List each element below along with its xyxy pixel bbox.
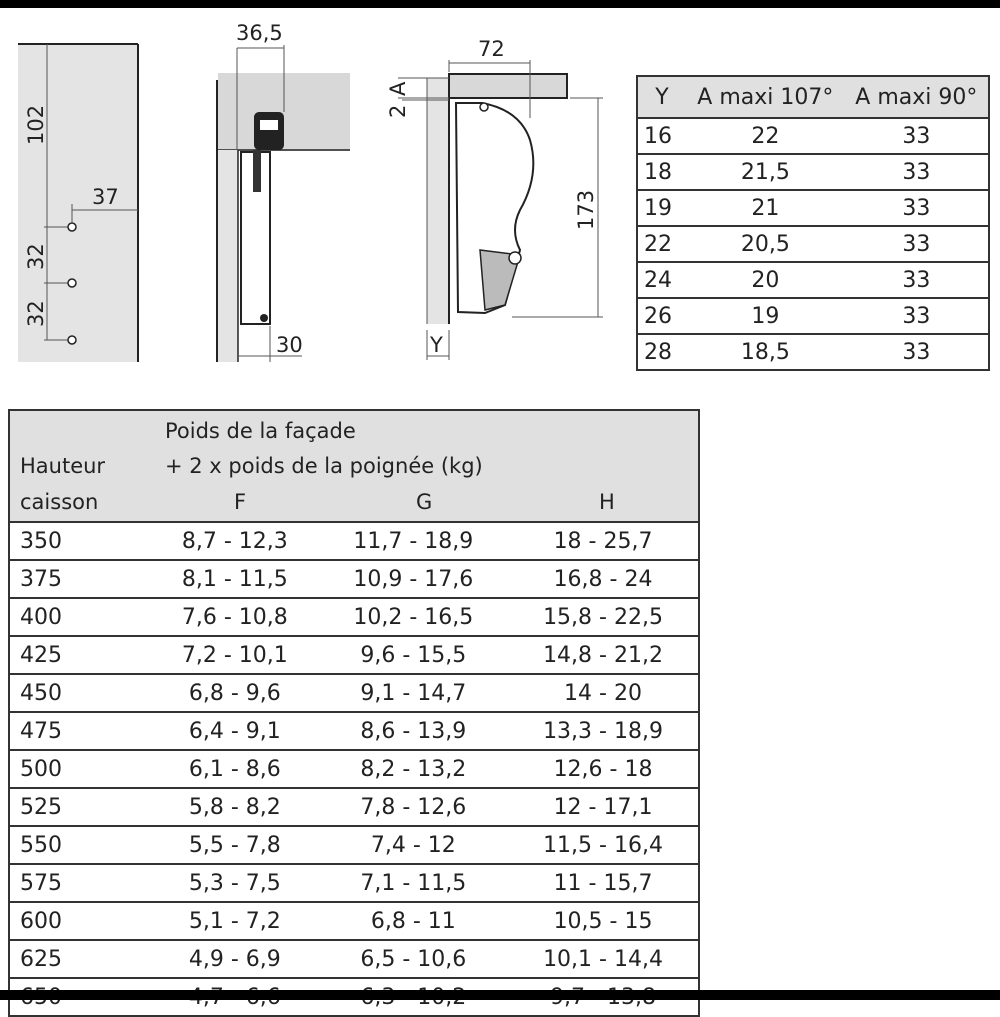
- dim-102: 102: [24, 104, 48, 145]
- cell-height: 525: [9, 788, 151, 826]
- dim-72: 72: [478, 37, 505, 61]
- cell-a90: 33: [845, 118, 989, 154]
- cell-h: 12,6 - 18: [508, 750, 699, 788]
- cell-h: 12 - 17,1: [508, 788, 699, 826]
- cell-f: 8,7 - 12,3: [151, 522, 319, 560]
- cell-h: 13,3 - 18,9: [508, 712, 699, 750]
- cell-y: 28: [637, 334, 686, 370]
- cell-g: 8,2 - 13,2: [319, 750, 508, 788]
- table-row: [9, 826, 699, 864]
- table-row: [9, 864, 699, 902]
- cell-f: 7,2 - 10,1: [151, 636, 319, 674]
- cell-a90: 33: [845, 190, 989, 226]
- table-row: [9, 522, 699, 560]
- cell-a90: 33: [845, 298, 989, 334]
- cell-h: 18 - 25,7: [508, 522, 699, 560]
- cell-f: 4,9 - 6,9: [151, 940, 319, 978]
- cell-g: 9,6 - 15,5: [319, 636, 508, 674]
- cell-y: 19: [637, 190, 686, 226]
- table-row: [9, 940, 699, 978]
- cell-g: 7,8 - 12,6: [319, 788, 508, 826]
- cell-a107: 21: [686, 190, 845, 226]
- lift-mechanism-drawing: [386, 37, 603, 360]
- cell-f: 7,6 - 10,8: [151, 598, 319, 636]
- drill-hole-icon: [68, 279, 76, 287]
- weight-table: [8, 409, 700, 1017]
- table-header-row: [637, 76, 989, 118]
- header-col-f: F: [234, 490, 247, 514]
- table-row: [637, 118, 989, 154]
- cell-a107: 21,5: [686, 154, 845, 190]
- table-header-row: [9, 410, 699, 522]
- cell-height: 375: [9, 560, 151, 598]
- cell-h: 11 - 15,7: [508, 864, 699, 902]
- dim-30: 30: [276, 333, 303, 357]
- header-col0-line1: Hauteur: [20, 454, 106, 478]
- header-group-line2: + 2 x poids de la poignée (kg): [165, 454, 483, 478]
- cell-f: 5,3 - 7,5: [151, 864, 319, 902]
- cell-a107: 20: [686, 262, 845, 298]
- dim-36-5: 36,5: [236, 21, 283, 45]
- table-row: [9, 750, 699, 788]
- table-row: [9, 712, 699, 750]
- table-row: [9, 598, 699, 636]
- cell-a90: 33: [845, 226, 989, 262]
- table-row: [637, 298, 989, 334]
- cell-h: 14,8 - 21,2: [508, 636, 699, 674]
- cell-f: 5,5 - 7,8: [151, 826, 319, 864]
- table-row: [637, 226, 989, 262]
- table-row: [637, 190, 989, 226]
- table-row: [637, 262, 989, 298]
- cell-y: 18: [637, 154, 686, 190]
- cell-g: 10,2 - 16,5: [319, 598, 508, 636]
- cell-g: 9,1 - 14,7: [319, 674, 508, 712]
- table-row: [637, 334, 989, 370]
- cell-h: 14 - 20: [508, 674, 699, 712]
- cell-height: 425: [9, 636, 151, 674]
- cell-y: 24: [637, 262, 686, 298]
- cell-a107: 20,5: [686, 226, 845, 262]
- cell-g: 6,8 - 11: [319, 902, 508, 940]
- y-a-max-table: [636, 75, 990, 371]
- table-row: [9, 788, 699, 826]
- table-row: [9, 902, 699, 940]
- cell-y: 22: [637, 226, 686, 262]
- dim-Y: Y: [430, 333, 443, 357]
- cell-f: 6,1 - 8,6: [151, 750, 319, 788]
- cell-height: 625: [9, 940, 151, 978]
- cell-height: 475: [9, 712, 151, 750]
- cell-g: 6,5 - 10,6: [319, 940, 508, 978]
- header-a-max-90: A maxi 90°: [845, 76, 989, 118]
- table-row: [9, 636, 699, 674]
- cell-a107: 19: [686, 298, 845, 334]
- table-row: [637, 154, 989, 190]
- cell-height: 450: [9, 674, 151, 712]
- cell-g: 7,1 - 11,5: [319, 864, 508, 902]
- cell-a107: 22: [686, 118, 845, 154]
- cell-y: 26: [637, 298, 686, 334]
- dim-32a: 32: [24, 243, 48, 270]
- cell-f: 5,1 - 7,2: [151, 902, 319, 940]
- header-col0-line2: caisson: [20, 490, 99, 514]
- cell-height: 550: [9, 826, 151, 864]
- drill-hole-icon: [68, 336, 76, 344]
- cell-height: 500: [9, 750, 151, 788]
- cell-g: 10,9 - 17,6: [319, 560, 508, 598]
- cell-h: 10,5 - 15: [508, 902, 699, 940]
- dim-32b: 32: [24, 300, 48, 327]
- cell-f: 5,8 - 8,2: [151, 788, 319, 826]
- header-col-g: G: [416, 490, 433, 514]
- cell-h: 10,1 - 14,4: [508, 940, 699, 978]
- cell-f: 6,4 - 9,1: [151, 712, 319, 750]
- cell-f: 8,1 - 11,5: [151, 560, 319, 598]
- header-a-max-107: A maxi 107°: [686, 76, 845, 118]
- dim-2: 2: [386, 104, 410, 118]
- cell-height: 350: [9, 522, 151, 560]
- dim-A: A: [386, 81, 410, 96]
- header-y: Y: [637, 76, 686, 118]
- cell-g: 11,7 - 18,9: [319, 522, 508, 560]
- cell-g: 7,4 - 12: [319, 826, 508, 864]
- dim-173: 173: [574, 189, 598, 230]
- cell-height: 400: [9, 598, 151, 636]
- cell-height: 600: [9, 902, 151, 940]
- cell-a90: 33: [845, 334, 989, 370]
- front-view-drawing: [217, 21, 350, 362]
- cell-a107: 18,5: [686, 334, 845, 370]
- cell-a90: 33: [845, 262, 989, 298]
- side-panel-drawing: [18, 44, 138, 362]
- table-row: [9, 674, 699, 712]
- header-col-h: H: [599, 490, 615, 514]
- cell-h: 16,8 - 24: [508, 560, 699, 598]
- cell-h: 11,5 - 16,4: [508, 826, 699, 864]
- dim-37: 37: [92, 185, 119, 209]
- cell-h: 15,8 - 22,5: [508, 598, 699, 636]
- cell-g: 8,6 - 13,9: [319, 712, 508, 750]
- bottom-border: [0, 990, 1000, 1000]
- header-block: [10, 411, 698, 521]
- table-row: [9, 560, 699, 598]
- header-group-line1: Poids de la façade: [165, 419, 356, 443]
- cell-f: 6,8 - 9,6: [151, 674, 319, 712]
- cell-a90: 33: [845, 154, 989, 190]
- cell-y: 16: [637, 118, 686, 154]
- drill-hole-icon: [68, 223, 76, 231]
- cell-height: 575: [9, 864, 151, 902]
